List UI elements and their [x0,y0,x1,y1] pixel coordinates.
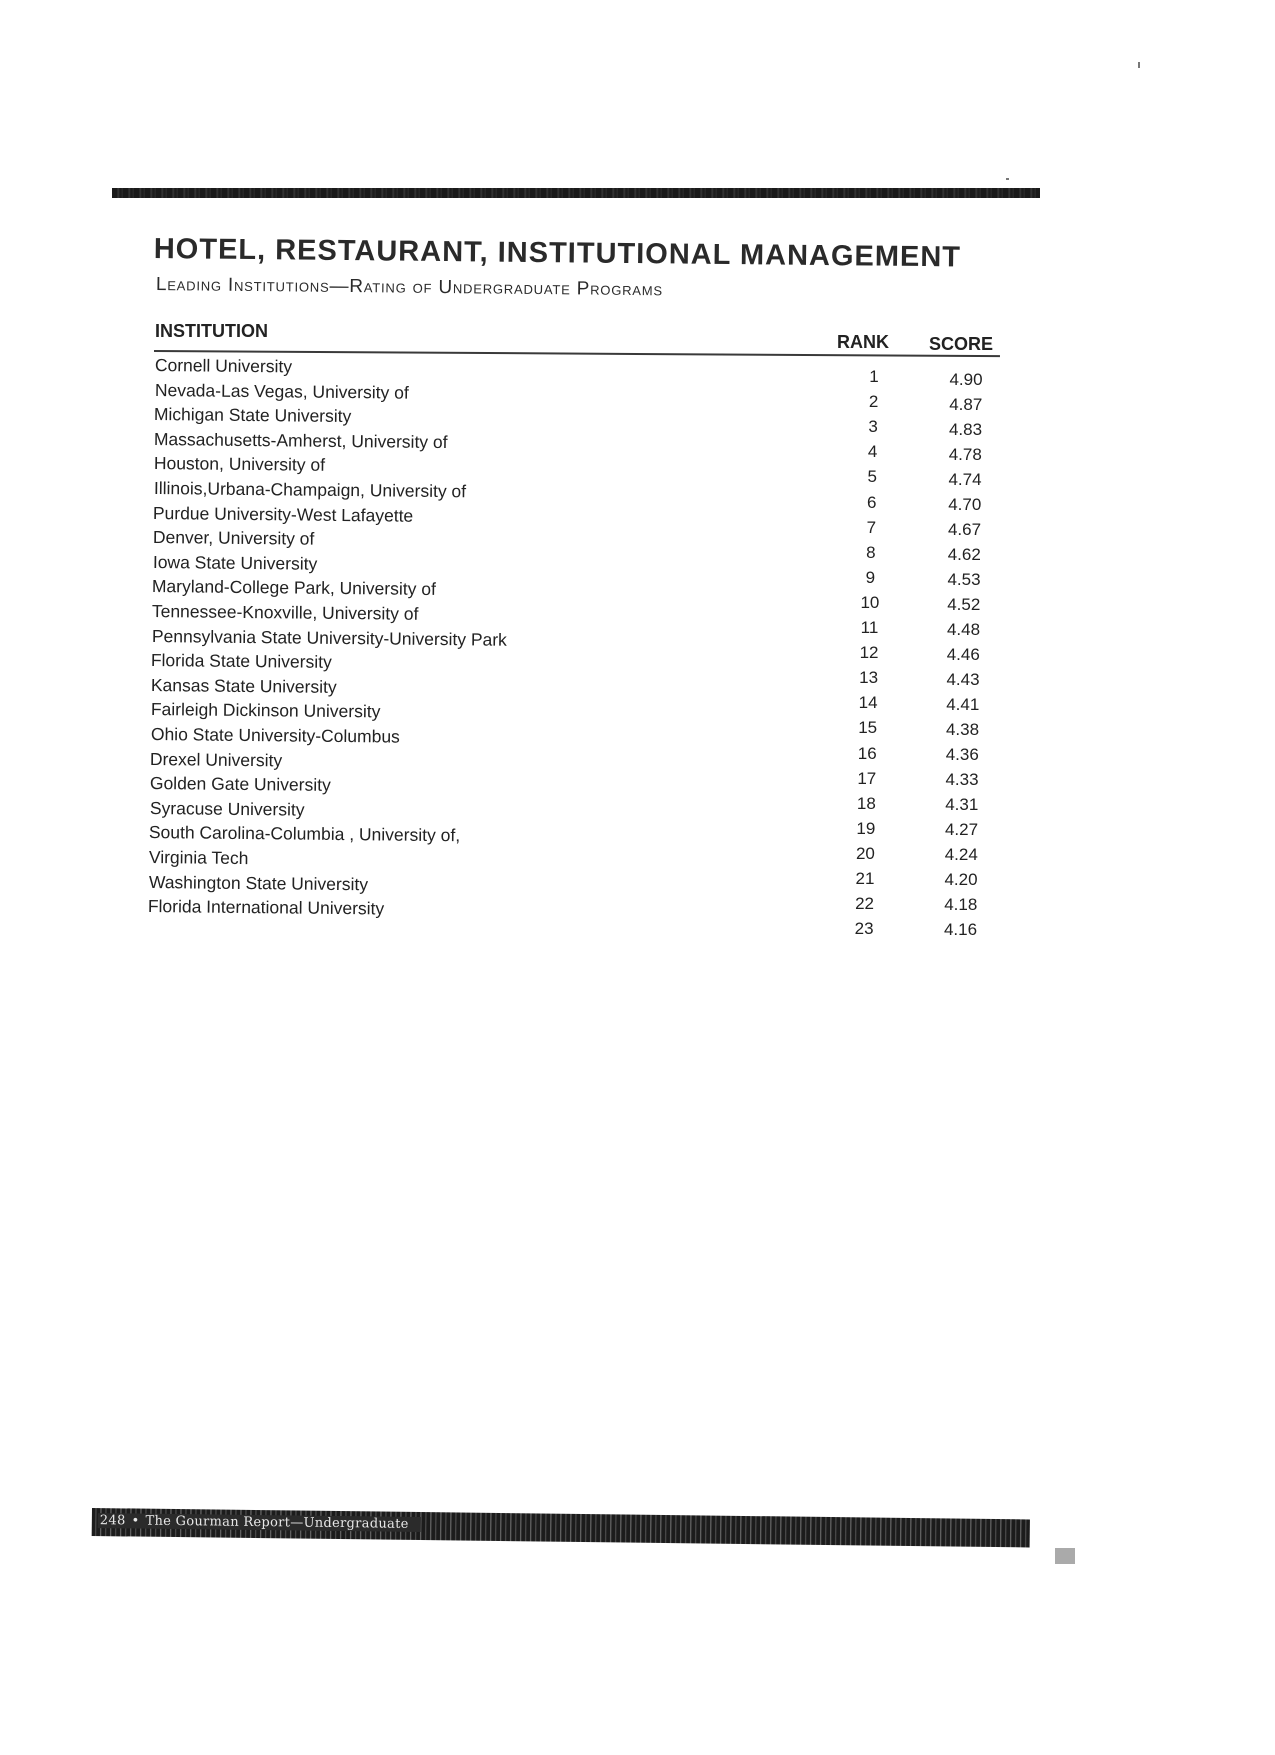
score-value: 4.24 [944,845,978,864]
score-value: 4.41 [946,695,980,714]
top-rule [112,188,1040,198]
rank-value: 20 [855,843,875,863]
institution-name: Ohio State University-Columbus [150,724,400,747]
score-value: 4.16 [943,920,978,939]
rank-value: 23 [854,919,874,939]
institution-name: Syracuse University [149,797,305,820]
institution-name: Illinois,Urbana-Champaign, University of [153,478,466,502]
score-value: 4.90 [949,370,983,389]
institution-name: Florida State University [151,650,333,673]
footer-bar [92,1508,1030,1547]
score-value: 4.20 [944,870,978,889]
score-value: 4.46 [946,645,980,664]
institution-name: Houston, University of [153,453,325,476]
rank-value: 17 [857,768,877,788]
rank-value: 18 [856,793,876,813]
score-value: 4.31 [945,795,979,814]
rank-value: 12 [859,643,879,663]
institution-name: Massachusetts-Amherst, University of [153,428,448,452]
publication-name: The Gourman Report—Undergraduate [145,1513,409,1532]
rank-value: 14 [858,693,878,713]
score-value: 4.78 [948,445,982,464]
rank-value: 6 [867,492,877,512]
score-value: 4.48 [946,620,981,639]
rank-value: 5 [867,467,877,487]
rank-value: 21 [855,869,875,888]
institution-name: Virginia Tech [148,847,249,869]
column-header-score: SCORE [929,334,994,354]
rank-value: 16 [857,743,877,763]
institution-name: Tennessee-Knoxville, University of [151,601,419,624]
rank-value: 1 [869,367,879,386]
rank-value: 15 [858,718,878,738]
score-value: 4.36 [945,745,979,764]
score-value: 4.70 [948,495,982,514]
rank-value: 7 [866,517,877,537]
score-value: 4.33 [945,770,979,789]
institution-name: Florida International University [148,896,385,919]
score-value: 4.74 [948,470,982,489]
score-value: 4.62 [947,545,981,564]
score-value: 4.38 [945,720,980,739]
page-subtitle: Leading Institutions—Rating of Undergraduate Programs [155,274,664,301]
rank-value: 22 [855,894,874,914]
score-value: 4.27 [944,820,979,839]
institution-name: Pennsylvania State University-University Park [151,625,507,650]
scan-speck [1055,1548,1075,1564]
footer-separator: • [131,1513,140,1529]
score-value: 4.52 [947,595,981,614]
rank-value: 11 [860,618,879,637]
rank-value: 2 [868,392,879,412]
institution-name: Washington State University [148,871,368,894]
rank-value: 9 [865,567,876,587]
institution-name: Golden Gate University [149,773,331,796]
score-value: 4.67 [947,520,982,539]
institution-name: Drexel University [149,748,283,770]
institution-name: Kansas State University [150,674,337,697]
rank-value: 8 [866,542,876,562]
score-value: 4.87 [949,395,983,414]
scan-speck [1138,62,1140,68]
score-value: 4.43 [946,670,980,689]
rank-value: 19 [856,818,876,838]
institution-name: South Carolina-Columbia , University of, [149,822,461,846]
column-header-rank: RANK [837,332,889,352]
institution-name: Michigan State University [154,404,352,427]
page-title: HOTEL, RESTAURANT, INSTITUTIONAL MANAGEMENT [153,233,962,274]
score-value: 4.53 [947,570,981,589]
rank-value: 10 [860,592,880,612]
rank-value: 3 [868,417,878,437]
footer-label [98,1513,421,1532]
column-header-institution: INSTITUTION [155,321,268,341]
score-value: 4.18 [944,895,978,914]
institution-name: Denver, University of [152,527,315,549]
institution-name: Iowa State University [152,551,317,574]
scan-speck [1006,178,1009,180]
rank-value: 13 [859,668,879,688]
institution-name: Fairleigh Dickinson University [150,699,381,722]
institution-name: Maryland-College Park, University of [152,576,437,600]
page-number: 248 [99,1513,126,1529]
rank-value: 4 [867,442,878,462]
institution-name: Nevada-Las Vegas, University of [154,379,409,403]
institution-name: Cornell University [154,355,293,377]
score-value: 4.83 [948,420,983,439]
institution-name: Purdue University-West Lafayette [152,502,414,526]
